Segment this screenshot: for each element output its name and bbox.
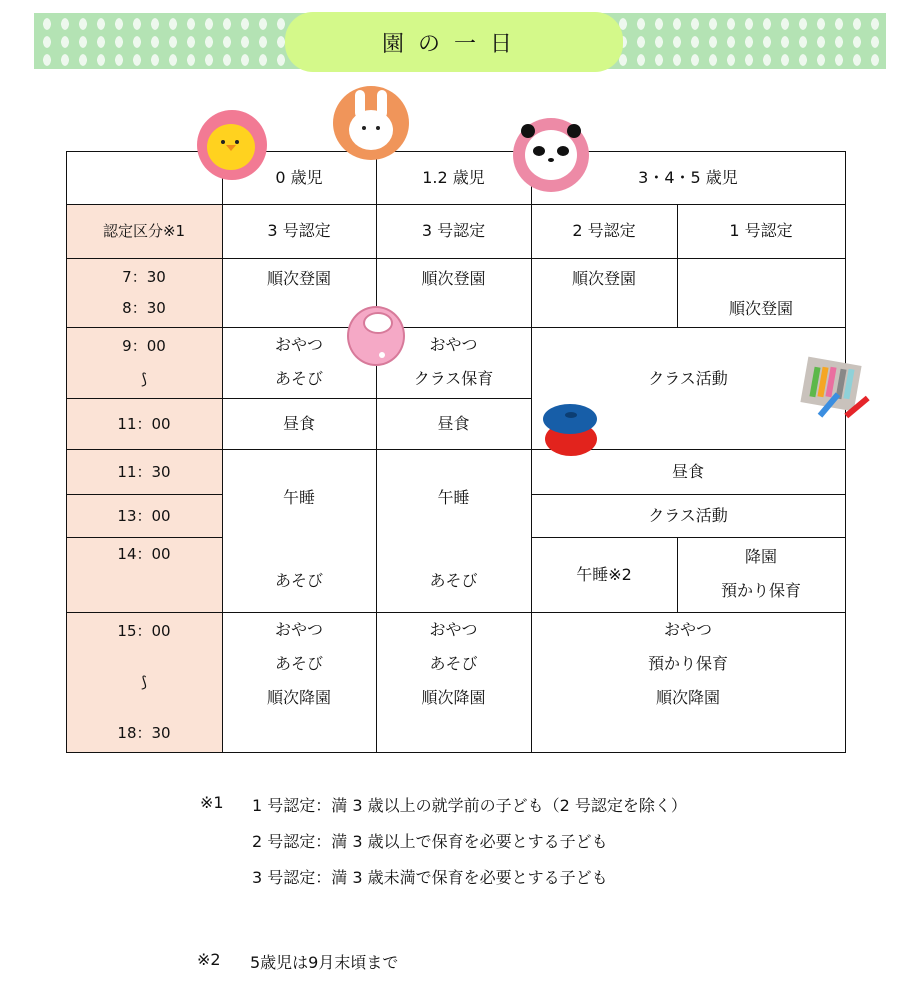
grid-line: [677, 537, 678, 613]
grid-line: [531, 494, 846, 495]
header-label: 3・4・5 歳児: [638, 167, 738, 187]
rabbit-icon: [333, 86, 409, 160]
cert-label: 認定区分※1: [102, 222, 186, 240]
activity-text: おやつ: [274, 620, 323, 639]
activity-cell: [531, 613, 845, 715]
time-label: 15：00: [117, 622, 171, 640]
chick-icon: [197, 110, 267, 180]
grid-line: [66, 537, 222, 538]
grid-line: [66, 494, 222, 495]
bib-icon: [347, 306, 405, 366]
activity-text: おやつ: [663, 620, 712, 639]
time-range-mark: ⟆: [141, 673, 147, 691]
note-1-mark: ※1: [200, 793, 224, 812]
grid-line: [66, 204, 846, 205]
cert-label-cell: [66, 204, 222, 258]
time-label: 11：00: [117, 414, 171, 433]
cert-value: 3 号認定: [267, 221, 331, 240]
note-2-mark: ※2: [197, 950, 221, 969]
castanets-icon: [541, 400, 605, 462]
note-1-line: 1 号認定：満 3 歳以上の就学前の子ども（2 号認定を除く）: [252, 796, 687, 815]
cert-cell: [531, 204, 677, 258]
time-cell: [66, 537, 222, 612]
activity-text: 午睡: [282, 488, 315, 507]
time-label: 13：00: [117, 506, 171, 525]
activity-text: 順次降園: [655, 688, 720, 707]
cert-cell: [222, 204, 376, 258]
time-cell: [66, 258, 222, 327]
activity-cell: [222, 262, 376, 296]
grid-line: [845, 151, 846, 753]
time-label: 7：30: [122, 267, 166, 286]
activity-text: あそび: [429, 654, 478, 673]
activity-text: 預かり保育: [647, 654, 728, 673]
activity-text: 降園: [744, 547, 777, 566]
grid-line: [66, 752, 846, 753]
time-label: 9：00: [122, 336, 166, 355]
activity-text: 順次登園: [266, 269, 331, 288]
grid-line: [531, 151, 532, 753]
note-1-line: 3 号認定：満 3 歳未満で保育を必要とする子ども: [252, 868, 608, 887]
cert-value: 1 号認定: [729, 221, 793, 240]
grid-line: [66, 398, 531, 399]
activity-cell: [222, 398, 376, 449]
cert-value: 3 号認定: [421, 221, 486, 240]
grid-line: [222, 151, 223, 753]
grid-line: [376, 151, 377, 753]
grid-line: [66, 258, 846, 259]
time-cell: [66, 612, 222, 752]
grid-line: [531, 537, 846, 538]
activity-text: 昼食: [282, 413, 315, 433]
activity-text: おやつ: [429, 620, 478, 639]
activity-text: あそび: [274, 571, 323, 590]
activity-text: 午睡※2: [576, 564, 632, 584]
activity-cell: [677, 292, 845, 326]
activity-text: クラス活動: [648, 369, 728, 388]
activity-text: 順次降園: [421, 688, 486, 707]
page-title: 園の一日: [285, 12, 623, 72]
grid-line: [66, 612, 846, 613]
time-label: 18：30: [117, 724, 171, 742]
activity-text: 順次降園: [266, 688, 331, 707]
activity-cell: [531, 494, 845, 537]
activity-cell: [376, 613, 531, 715]
activity-text: 順次登園: [728, 299, 793, 318]
activity-cell: [376, 398, 531, 449]
activity-cell: [376, 564, 531, 598]
activity-cell: [677, 540, 845, 608]
grid-line: [66, 151, 67, 753]
activity-text: あそび: [429, 571, 478, 590]
activity-cell: [222, 564, 376, 598]
activity-text: 順次登園: [421, 269, 486, 288]
activity-cell: [531, 537, 677, 612]
time-range-mark: ⟆: [141, 369, 147, 388]
activity-cell: [222, 613, 376, 715]
grid-line: [677, 204, 678, 328]
activity-text: 順次登園: [571, 269, 636, 288]
grid-line: [66, 327, 846, 328]
activity-text: あそび: [274, 654, 323, 673]
time-label: 11：30: [117, 462, 171, 481]
cert-cell: [376, 204, 531, 258]
activity-text: 午睡: [437, 488, 470, 507]
activity-cell: [376, 262, 531, 296]
note-1-line: 2 号認定：満 3 歳以上で保育を必要とする子ども: [252, 832, 608, 851]
activity-cell: [531, 262, 677, 296]
grid-line: [66, 449, 846, 450]
activity-text: あそび: [274, 369, 323, 388]
time-cell: [66, 494, 222, 537]
panda-icon: [513, 118, 589, 192]
header-label: 1.2 歳児: [422, 167, 485, 187]
crayons-icon: [800, 355, 872, 427]
cert-value: 2 号認定: [572, 221, 636, 240]
activity-cell: [222, 481, 376, 515]
activity-text: 昼食: [437, 413, 470, 433]
activity-cell: [376, 481, 531, 515]
activity-text: クラス保育: [413, 369, 494, 388]
note-2-text: 5歳児は9月末頃まで: [250, 953, 399, 972]
activity-text: クラス活動: [648, 505, 728, 525]
activity-text: おやつ: [274, 335, 323, 354]
time-cell: [66, 398, 222, 449]
grid-line: [66, 151, 846, 152]
activity-text: 昼食: [671, 461, 704, 481]
time-label: 14：00: [117, 545, 171, 563]
time-cell: [66, 449, 222, 494]
activity-text: 預かり保育: [720, 581, 801, 600]
time-label: 8：30: [122, 298, 166, 317]
activity-text: おやつ: [429, 335, 478, 354]
cert-cell: [677, 204, 845, 258]
time-cell: [66, 327, 222, 398]
header-label: 0 歳児: [275, 167, 323, 187]
header-age-12: [376, 151, 531, 204]
